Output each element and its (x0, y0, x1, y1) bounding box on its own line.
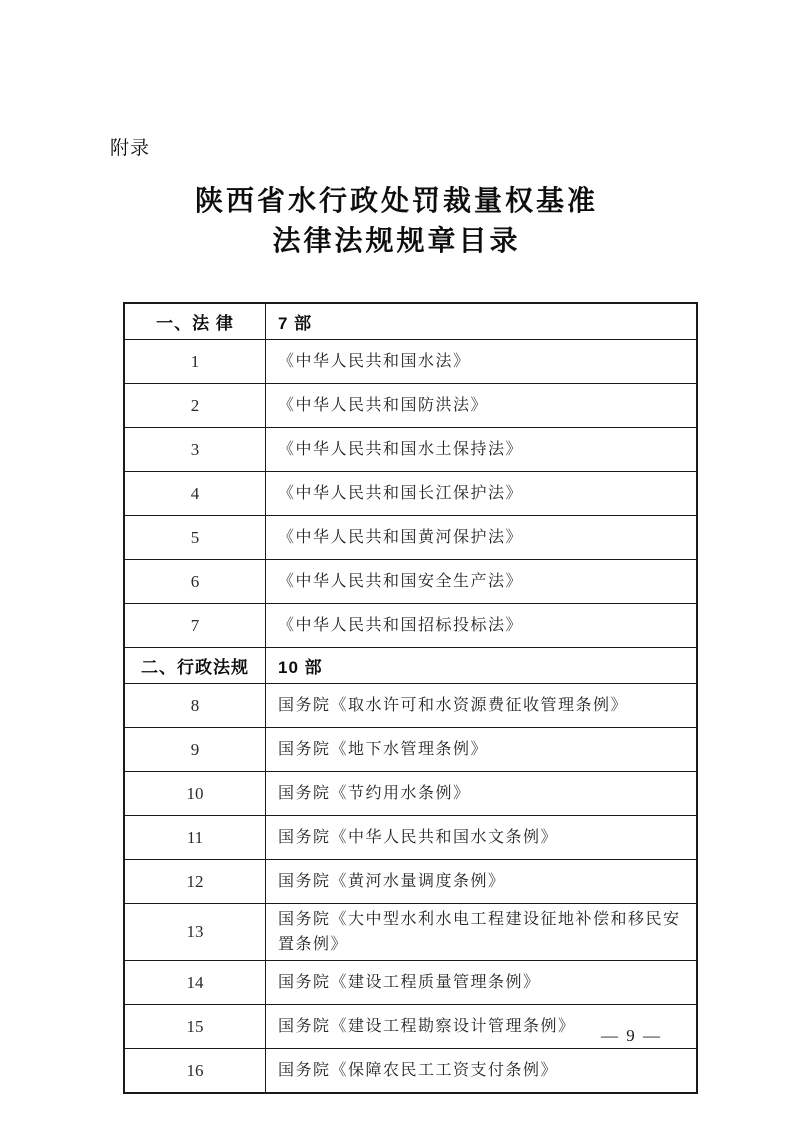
table-row (124, 684, 697, 728)
row-number: 14 (124, 961, 266, 1005)
section-count: 7 部 (266, 303, 698, 340)
row-number: 9 (124, 728, 266, 772)
row-number: 11 (124, 816, 266, 860)
row-title: 国务院《保障农民工工资支付条例》 (266, 1049, 698, 1094)
row-number: 4 (124, 472, 266, 516)
row-number: 2 (124, 384, 266, 428)
row-title: 国务院《节约用水条例》 (266, 772, 698, 816)
table-row (124, 816, 697, 860)
table-row (124, 904, 697, 961)
table-row (124, 384, 697, 428)
table-row (124, 516, 697, 560)
row-title: 《中华人民共和国安全生产法》 (266, 560, 698, 604)
table-row (124, 860, 697, 904)
section-count: 10 部 (266, 648, 698, 684)
row-title: 国务院《取水许可和水资源费征收管理条例》 (266, 684, 698, 728)
row-number: 16 (124, 1049, 266, 1094)
row-number: 7 (124, 604, 266, 648)
row-title: 《中华人民共和国防洪法》 (266, 384, 698, 428)
row-number: 10 (124, 772, 266, 816)
row-number: 1 (124, 340, 266, 384)
row-title: 《中华人民共和国招标投标法》 (266, 604, 698, 648)
table-row (124, 728, 697, 772)
table-row (124, 340, 697, 384)
row-title: 国务院《地下水管理条例》 (266, 728, 698, 772)
row-title: 国务院《大中型水利水电工程建设征地补偿和移民安置条例》 (266, 904, 698, 961)
row-title: 国务院《建设工程勘察设计管理条例》 (266, 1005, 698, 1049)
row-title: 国务院《黄河水量调度条例》 (266, 860, 698, 904)
laws-regulations-table (123, 302, 698, 1094)
title-line-2: 法律法规规章目录 (272, 226, 521, 257)
row-title: 《中华人民共和国长江保护法》 (266, 472, 698, 516)
section-header-row (124, 648, 697, 684)
row-title: 《中华人民共和国水土保持法》 (266, 428, 698, 472)
row-number: 13 (124, 904, 266, 961)
row-number: 5 (124, 516, 266, 560)
table-row (124, 560, 697, 604)
row-title: 国务院《中华人民共和国水文条例》 (266, 816, 698, 860)
section-name: 一、法 律 (124, 303, 266, 340)
row-number: 8 (124, 684, 266, 728)
row-number: 12 (124, 860, 266, 904)
row-number: 15 (124, 1005, 266, 1049)
section-header-row (124, 303, 697, 340)
row-number: 3 (124, 428, 266, 472)
table-row (124, 961, 697, 1005)
section-name: 二、行政法规 (124, 648, 266, 684)
appendix-label: 附录 (110, 138, 151, 159)
table-row (124, 472, 697, 516)
table-row (124, 772, 697, 816)
table-row (124, 428, 697, 472)
table-row (124, 1049, 697, 1094)
row-title: 《中华人民共和国黄河保护法》 (266, 516, 698, 560)
document-title (0, 182, 793, 262)
table-row (124, 604, 697, 648)
row-title: 《中华人民共和国水法》 (266, 340, 698, 384)
row-number: 6 (124, 560, 266, 604)
row-title: 国务院《建设工程质量管理条例》 (266, 961, 698, 1005)
page-number: — 9 — (601, 1026, 662, 1045)
title-line-1: 陕西省水行政处罚裁量权基准 (194, 186, 598, 217)
